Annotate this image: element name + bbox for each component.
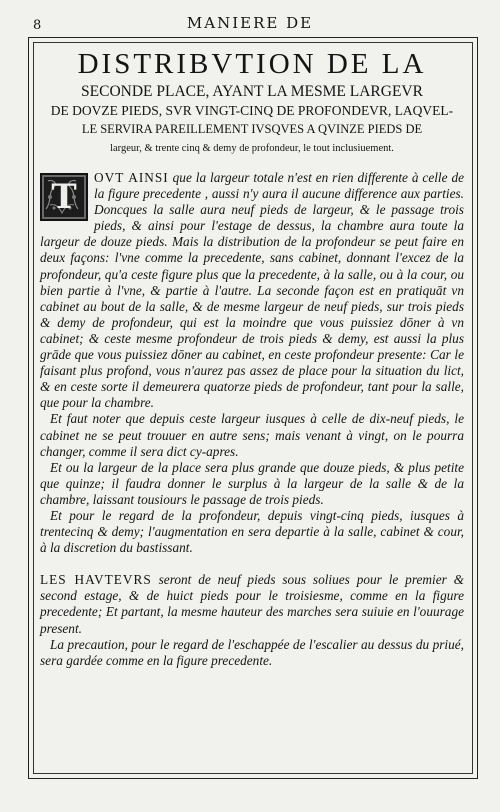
paragraph-5 xyxy=(40,572,464,636)
paragraph-1-lead: OVT AINSI xyxy=(94,170,169,185)
subtitle-line-2: DE DOVZE PIEDS, SVR VINGT-CINQ DE PROFONDEVR, LAQVEL- xyxy=(50,103,454,118)
chapter-title: DISTRIBVTION DE LA xyxy=(77,48,427,80)
content-area xyxy=(40,44,464,669)
paragraph-6: La precaution, pour le regard de l'eschappée de l'escalier au dessus du priué, sera gardée comme en la figure precedente. xyxy=(40,636,464,668)
subtitle-line-1: SECONDE PLACE, AYANT LA MESME LARGEVR xyxy=(81,83,423,100)
paragraph-1 xyxy=(40,170,464,411)
paragraph-4: Et pour le regard de la profondeur, depuis vingt-cinq pieds, iusques à trentecinq & demy; l'augmentation en sera departie à la salle, cabinet & cour, à la discretion du bastissant. xyxy=(40,507,464,556)
paragraph-5-lead: LES HAVTEVRS xyxy=(40,572,152,588)
dropcap xyxy=(40,173,88,221)
paragraph-2: Et faut noter que depuis ceste largeur iusques à celle de dix-neuf pieds, le cabinet ne se peut trouuer en autre sens; mais venant à vingt, on le pourra changer, comme il sera dict cy-apres. xyxy=(40,411,464,459)
running-head: MANIERE DE xyxy=(186,14,314,32)
subtitle-line-3: LE SERVIRA PAREILLEMENT IVSQVES A QVINZE PIEDS DE xyxy=(81,122,423,136)
paragraph-3: Et ou la largeur de la place sera plus grande que douze pieds, & plus petite que quinze; il faudra donner le surplus à la largeur de la salle & de la chambre, laissant tousiours le passage de trois pieds. xyxy=(40,459,464,507)
paragraph-1-text: que la largeur totale n'est en rien differente à celle de la figure precedente , aussi n'y aura il aucune difference aux parties. Doncques la salle aura neuf pieds de largeur, & le passage trois pieds, & ainsi pour l'estage de dessus, la chambre aura toute la largeur de douze pieds. Mais la distribution de la profondeur se peut faire en deux façons: l'vne comme la precedente, sans cabinet, donnant l'excez de la profondeur, qu'a ceste figure plus que la precedente, à la salle, ou à la cour, ou bien partie à l'vne, & partie à l'autre. La seconde façon est en pratiquāt vn cabinet au bout de la salle, & de mesme largeur de neuf pieds, sur trois pieds & demy de profondeur, qui est la moindre que vous puissiez dōner à vn cabinet; & ceste mesme profondeur de trois pieds & demy, est aussi la plus grāde que vous puissiez dōner au cabinet, en ceste profondeur presente: Car le faisant plus profond, vous n'aurez pas assez de place pour la situation du lict, & en ceste sorte il demeurera quatorze pieds de profondeur, tant pour la salle, que pour la chambre. xyxy=(40,170,464,411)
subtitle-line-4: largeur, & trente cinq & demy de profondeur, le tout inclusiuement. xyxy=(110,143,394,154)
page-number: 8 xyxy=(33,18,42,33)
body-text xyxy=(40,170,464,669)
dropcap-letter: T xyxy=(51,177,77,217)
paragraph-5-text: seront de neuf pieds sous soliues pour le premier & second estage, & de huict pieds pour le troisiesme, comme en la figure precedente; Et partant, la mesme hauteur des marches sera suiuie en l'ouurage present. xyxy=(40,572,465,636)
